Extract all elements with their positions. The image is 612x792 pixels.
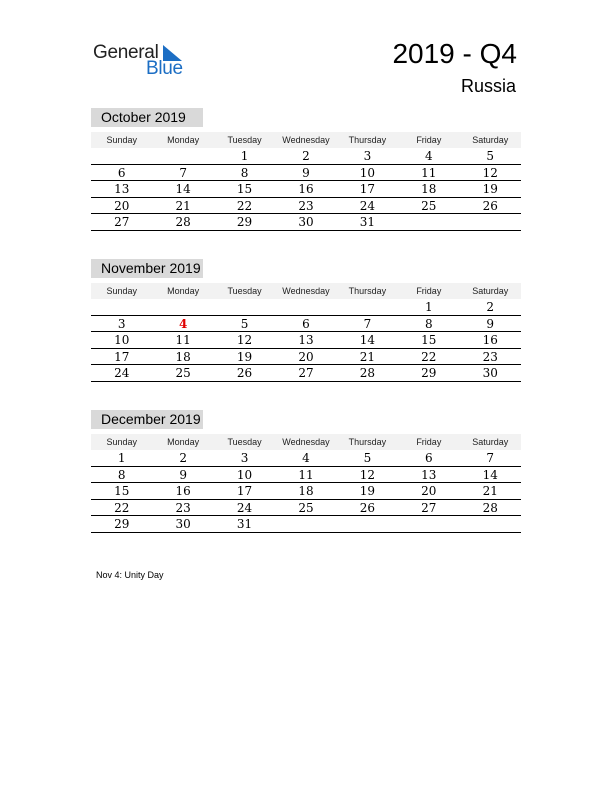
day-cell: 11 [421,165,437,180]
day-cell: 5 [363,451,372,465]
weekday-label: Saturday [472,286,509,296]
day-cell: 6 [425,451,433,465]
logo-text-general: General [93,42,159,63]
day-cell: 21 [175,198,191,213]
day-cell: 16 [175,484,191,499]
day-cell [152,148,213,164]
day-cell: 30 [482,366,498,381]
week-row [91,516,521,533]
day-cell: 10 [359,165,376,180]
day-cell: 5 [486,149,495,163]
day-cell: 27 [114,215,130,230]
month-november [91,259,521,382]
day-cell: 30 [298,215,314,230]
week-row [91,148,521,165]
weekday-label: Tuesday [227,437,262,447]
day-cell: 21 [359,349,376,364]
day-cell: 19 [482,182,498,197]
week-row [91,316,521,333]
day-cell: 8 [240,165,249,180]
day-cell: 2 [179,451,187,465]
day-cell: 7 [363,316,372,331]
holiday-note: Nov 4: Unity Day [96,570,164,580]
day-cell: 22 [114,500,130,515]
weekday-label: Thursday [348,437,387,447]
weekday-header [91,132,521,148]
day-cell: 3 [117,316,126,331]
day-cell: 17 [359,182,376,197]
day-cell: 10 [114,333,130,348]
day-cell: 19 [236,349,253,364]
day-cell: 13 [114,182,130,197]
day-cell: 31 [359,215,376,230]
day-cell: 24 [359,198,376,213]
month-title: December 2019 [91,410,203,429]
weekday-label: Saturday [472,135,509,145]
day-cell [337,516,398,532]
week-row [91,500,521,517]
day-cell: 24 [114,366,130,381]
week-row [91,181,521,198]
day-cell: 12 [482,165,498,180]
logo [93,40,193,80]
day-cell: 12 [236,333,253,348]
day-cell: 30 [175,517,191,532]
day-cell: 20 [298,349,314,364]
day-cell: 11 [298,467,314,482]
day-cell: 15 [114,484,130,499]
day-cell: 23 [175,500,191,515]
month-december [91,410,521,533]
day-cell: 11 [175,333,191,348]
weekday-label: Monday [167,286,200,296]
day-cell: 31 [236,517,253,532]
weekday-label: Wednesday [282,286,330,296]
day-cell: 3 [240,451,249,465]
day-cell: 15 [236,182,253,197]
day-cell: 28 [482,500,498,515]
weekday-label: Monday [167,437,200,447]
day-cell: 3 [363,149,372,163]
day-cell: 29 [236,215,253,230]
weekday-label: Friday [416,286,442,296]
day-cell [275,516,336,532]
week-row [91,483,521,500]
day-cell: 28 [359,366,376,381]
day-cell: 7 [179,165,187,180]
day-cell: 22 [421,349,437,364]
day-cell: 9 [179,467,187,482]
day-cell: 14 [359,333,376,348]
day-cell [337,299,398,315]
day-cell: 26 [359,500,376,515]
day-cell: 10 [236,467,253,482]
week-row [91,332,521,349]
day-cell: 26 [236,366,253,381]
day-cell: 20 [421,484,437,499]
day-cell: 15 [421,333,437,348]
weekday-header [91,434,521,450]
day-cell: 17 [236,484,253,499]
logo-text-blue: Blue [146,58,183,79]
day-cell [398,516,459,532]
day-cell: 17 [114,349,130,364]
month-title: November 2019 [91,259,203,278]
month-october [91,108,521,231]
day-cell: 18 [175,349,191,364]
day-cell: 4 [425,149,433,163]
day-cell: 7 [486,451,495,465]
day-cell [398,214,459,230]
day-cell: 24 [236,500,253,515]
day-cell: 12 [359,467,376,482]
day-cell: 25 [421,198,437,213]
weekday-label: Wednesday [282,437,330,447]
weekday-label: Thursday [348,135,387,145]
day-cell: 14 [175,182,191,197]
day-cell: 1 [425,300,433,314]
day-cell [214,299,275,315]
day-cell: 9 [486,316,495,331]
day-cell: 28 [175,215,191,230]
weekday-label: Monday [167,135,200,145]
day-cell: 2 [486,300,495,314]
day-cell: 4 [302,451,310,465]
week-row [91,165,521,182]
day-cell: 1 [117,451,126,465]
day-cell [460,214,521,230]
holiday-notes [96,570,164,580]
day-cell: 27 [421,500,437,515]
weekday-label: Friday [416,437,442,447]
weekday-label: Sunday [106,135,137,145]
day-cell: 18 [298,484,314,499]
week-row [91,450,521,467]
day-cell [275,299,336,315]
day-cell: 18 [421,182,437,197]
day-cell: 13 [421,467,437,482]
day-cell: 19 [359,484,376,499]
day-cell: 1 [240,149,249,163]
week-row [91,214,521,231]
day-cell [460,516,521,532]
holiday-day-cell: 4 [178,316,188,331]
weekday-label: Wednesday [282,135,330,145]
weekday-label: Tuesday [227,286,262,296]
week-row [91,467,521,484]
day-cell: 29 [114,517,130,532]
week-row [91,198,521,215]
day-cell: 14 [482,467,498,482]
day-cell: 8 [117,467,126,482]
day-cell [152,299,213,315]
day-cell: 21 [482,484,498,499]
day-cell: 16 [298,182,314,197]
day-cell: 23 [482,349,498,364]
day-cell: 5 [240,316,249,331]
day-cell: 16 [482,333,498,348]
weekday-label: Sunday [106,286,137,296]
day-cell: 23 [298,198,314,213]
month-title: October 2019 [91,108,203,127]
weekday-header [91,283,521,299]
day-cell: 25 [175,366,191,381]
week-row [91,365,521,382]
day-cell: 27 [298,366,314,381]
day-cell: 2 [302,149,310,163]
day-cell: 13 [298,333,314,348]
weekday-label: Thursday [348,286,387,296]
day-cell: 6 [117,165,126,180]
weekday-label: Tuesday [227,135,262,145]
day-cell: 9 [302,165,310,180]
week-row [91,349,521,366]
day-cell [91,299,152,315]
day-cell: 25 [298,500,314,515]
day-cell: 26 [482,198,498,213]
week-row [91,299,521,316]
weekday-label: Sunday [106,437,137,447]
country-name: Russia [460,76,516,96]
day-cell: 8 [425,316,433,331]
day-cell: 6 [302,316,310,331]
day-cell: 20 [114,198,130,213]
day-cell: 22 [236,198,253,213]
day-cell: 29 [421,366,437,381]
page-title: 2019 - Q4 [392,38,517,69]
day-cell [91,148,152,164]
weekday-label: Saturday [472,437,509,447]
weekday-label: Friday [416,135,442,145]
